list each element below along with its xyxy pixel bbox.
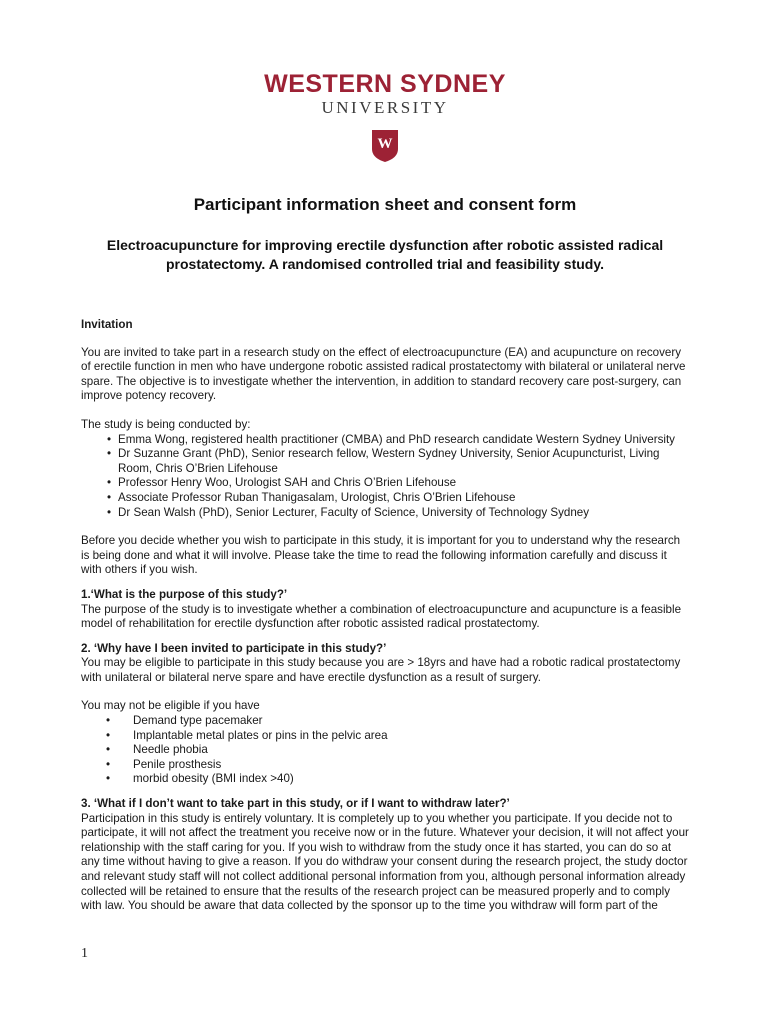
list-item: • morbid obesity (BMI index >40) (106, 772, 689, 787)
page-number: 1 (81, 946, 88, 961)
question-3-answer: Participation in this study is entirely voluntary. It is completely up to you whether you participate. If you decide not to participate, it will not affect the treatment you receive now or in the future. Whatever your decision, it will not affect your relationship with the staff caring for you. If you wish to withdraw from the study once it has started, you can do so at any time without having to give a reason. If you do withdraw your consent during the research project, the study doctor and relevant study staff will not collect additional personal information from you, although personal information already collected will be retained to ensure that the results of the research project can be measured properly and to comply with law. You should be aware that data collected by the sponsor up to the time you withdraw will form part of the (81, 811, 689, 913)
list-item: • Needle phobia (106, 743, 689, 758)
exclusion-list (81, 714, 689, 787)
question-2-heading: 2. ‘Why have I been invited to participate in this study?’ (81, 641, 387, 655)
list-item: • Dr Sean Walsh (PhD), Senior Lecturer, Faculty of Science, University of Technology Sydney (107, 506, 689, 521)
university-logo (0, 70, 770, 162)
page-title: Participant information sheet and consent form (193, 195, 577, 214)
not-eligible-intro: You may not be eligible if you have (81, 699, 260, 713)
study-subtitle: Electroacupuncture for improving erectile dysfunction after robotic assisted radical prostatectomy. A randomised controlled trial and feasibility study. (106, 237, 664, 272)
list-item: • Associate Professor Ruban Thanigasalam, Urologist, Chris O’Brien Lifehouse (107, 491, 689, 506)
list-item: • Penile prosthesis (106, 758, 689, 773)
list-item: • Professor Henry Woo, Urologist SAH and Chris O’Brien Lifehouse (107, 476, 689, 491)
document-body (81, 318, 689, 914)
crest-icon (372, 130, 398, 162)
question-2-answer: You may be eligible to participate in this study because you are > 18yrs and have had a robotic radical prostatectomy with unilateral or bilateral nerve spare and have erectile dysfunction as a result of surgery. (81, 656, 681, 684)
svg-text:W: W (377, 136, 393, 152)
logo-university: UNIVERSITY (321, 98, 449, 117)
list-item: • Emma Wong, registered health practitioner (CMBA) and PhD research candidate Western Sydney University (107, 433, 689, 448)
question-3-heading: 3. ‘What if I don’t want to take part in this study, or if I want to withdraw later?’ (81, 797, 510, 811)
logo-western-sydney: WESTERN SYDNEY (264, 70, 506, 98)
list-item: • Dr Suzanne Grant (PhD), Senior research fellow, Western Sydney University, Senior Acupuncturist, Living Room, Chris O’Brien Lifehouse (107, 447, 689, 476)
list-item: • Implantable metal plates or pins in the pelvic area (106, 729, 689, 744)
decision-paragraph: Before you decide whether you wish to participate in this study, it is important for you to understand why the research is being done and what it will involve. Please take the time to read the following information carefully and discuss it with others if you wish. (81, 534, 681, 577)
question-1-answer: The purpose of the study is to investigate whether a combination of electroacupuncture and acupuncture is a feasible model of rehabilitation for erectile dysfunction after robotic assisted radical prostatectomy. (81, 602, 682, 631)
invitation-paragraph: You are invited to take part in a research study on the effect of electroacupuncture (EA) and acupuncture on recovery of erectile function in men who have undergone robotic assisted radical prostatectomy with bilateral or unilateral nerve spare. The objective is to investigate whether the intervention, in addition to standard recovery care post-surgery, can improve potency recovery. (81, 345, 686, 403)
invitation-heading: Invitation (81, 318, 133, 331)
list-item: • Demand type pacemaker (106, 714, 689, 729)
researcher-list (81, 433, 689, 521)
conducted-by-label: The study is being conducted by: (81, 417, 251, 431)
question-1-heading: 1.‘What is the purpose of this study?’ (81, 587, 288, 601)
